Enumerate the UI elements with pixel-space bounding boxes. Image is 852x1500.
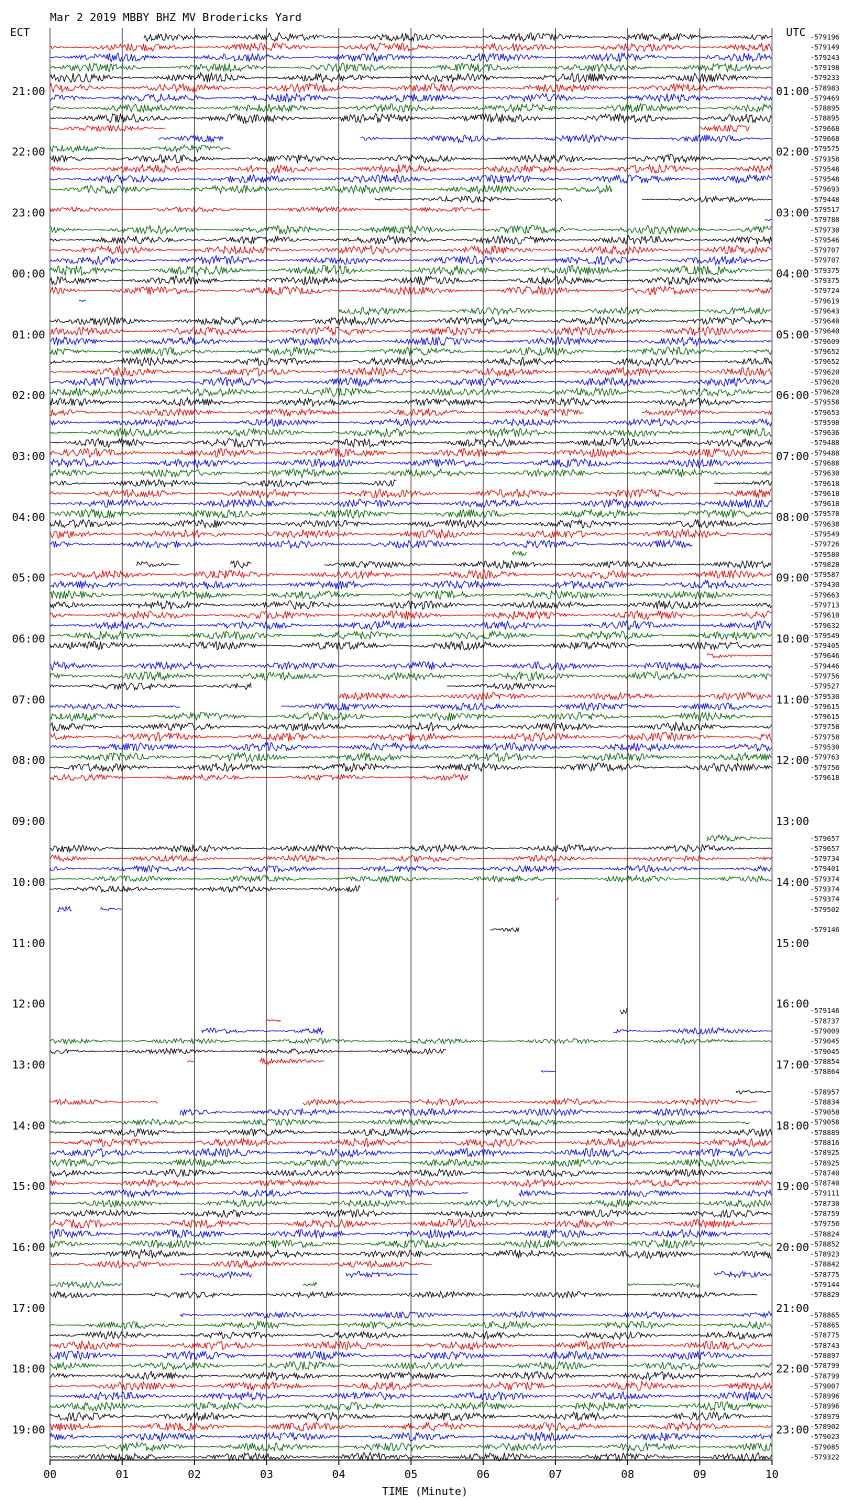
trace-segment <box>50 774 468 781</box>
trace-value-label: -579517 <box>810 206 840 214</box>
trace-value-label: -579734 <box>810 855 840 864</box>
right-hour-label: 02:00 <box>776 145 810 159</box>
trace-value-label: -579558 <box>810 398 840 407</box>
trace-segment <box>259 1058 324 1064</box>
left-hour-label: 11:00 <box>12 936 46 950</box>
right-hour-label: 04:00 <box>776 267 810 281</box>
trace-segment <box>346 1271 418 1277</box>
trace-value-label: -579578 <box>810 510 840 519</box>
trace-value-labels <box>810 34 840 1462</box>
trace-segment <box>180 1272 252 1278</box>
trace-value-label: -578852 <box>810 1240 840 1249</box>
chart-title: Mar 2 2019 MBBY BHZ MV Brodericks Yard <box>50 11 302 24</box>
trace-segment <box>144 33 772 42</box>
trace-value-label: -579620 <box>810 378 840 387</box>
trace-value-label: -578865 <box>810 1321 840 1330</box>
trace-value-label: -579549 <box>810 530 840 539</box>
trace-value-label: -579549 <box>810 631 840 640</box>
trace-value-label: -579707 <box>810 256 840 265</box>
trace-value-label: -579045 <box>810 1037 840 1046</box>
trace-value-label: -579527 <box>810 682 840 691</box>
trace-value-label: -578996 <box>810 1392 840 1401</box>
left-hour-label: 23:00 <box>12 206 46 220</box>
trace-value-label: -579653 <box>810 408 840 417</box>
right-hour-label: 18:00 <box>776 1119 810 1133</box>
x-axis-label: TIME (Minute) <box>381 1485 469 1498</box>
trace-value-label: -579609 <box>810 337 840 346</box>
trace-value-label: -579374 <box>810 875 840 884</box>
trace-segment <box>202 1028 324 1034</box>
trace-value-label: -579828 <box>810 560 840 569</box>
trace-value-label: -579618 <box>810 479 840 488</box>
trace-segment <box>642 196 772 202</box>
trace-value-label: -579668 <box>810 124 840 133</box>
x-tick-label: 09 <box>693 1468 707 1481</box>
trace-value-label: -579707 <box>810 246 840 255</box>
trace-value-label: -579375 <box>810 266 840 275</box>
trace-value-label: -578923 <box>810 1250 840 1259</box>
trace-value-label: -578842 <box>810 1260 840 1269</box>
trace-segment <box>50 126 166 132</box>
trace-segment <box>50 1261 432 1268</box>
left-hour-label: 01:00 <box>12 328 46 342</box>
right-hour-label: 12:00 <box>776 754 810 768</box>
trace-value-label: -578730 <box>810 1199 840 1208</box>
trace-value-label: -579469 <box>810 94 840 103</box>
left-hour-label: 00:00 <box>12 267 46 281</box>
trace-segment <box>303 1099 757 1106</box>
trace-segment <box>700 125 750 131</box>
trace-value-label: -579144 <box>810 1281 840 1289</box>
trace-value-label: -579546 <box>810 236 840 245</box>
left-hour-label: 08:00 <box>12 754 46 768</box>
trace-value-label: -579374 <box>810 885 840 894</box>
left-hour-label: 12:00 <box>12 997 46 1011</box>
trace-segment <box>714 480 771 485</box>
left-hour-label: 16:00 <box>12 1241 46 1255</box>
trace-value-label: -579619 <box>810 297 840 306</box>
trace-segment <box>50 1291 757 1298</box>
trace-value-label: -579730 <box>810 226 840 235</box>
trace-value-label: -579430 <box>810 581 840 590</box>
x-tick-label: 00 <box>43 1468 57 1481</box>
trace-value-label: -579615 <box>810 702 840 711</box>
trace-segment <box>267 1020 281 1022</box>
trace-segment <box>50 480 397 488</box>
trace-value-label: -579587 <box>810 571 840 580</box>
right-hour-label: 06:00 <box>776 389 810 403</box>
x-tick-label: 01 <box>115 1468 129 1481</box>
left-hour-label: 05:00 <box>12 571 46 585</box>
trace-value-label: -579488 <box>810 439 840 448</box>
trace-value-label: -579009 <box>810 1027 840 1036</box>
trace-value-label: -578889 <box>810 1128 840 1137</box>
trace-value-label: -579196 <box>810 33 840 42</box>
trace-value-label: -579643 <box>810 307 840 316</box>
trace-value-label: -578957 <box>810 1088 840 1097</box>
left-hour-label: 19:00 <box>12 1423 46 1437</box>
trace-value-label: -579618 <box>810 500 840 509</box>
right-hour-label: 19:00 <box>776 1180 810 1194</box>
trace-value-label: -578895 <box>810 104 840 113</box>
trace-segment <box>57 907 71 912</box>
trace-value-label: -579615 <box>810 713 840 722</box>
trace-value-label: -579149 <box>810 43 840 52</box>
trace-segment <box>101 908 122 911</box>
trace-segment <box>707 835 772 841</box>
trace-segment <box>642 409 772 415</box>
trace-segment <box>231 561 252 568</box>
trace-value-label: -579646 <box>810 652 840 661</box>
trace-value-label: -579618 <box>810 490 840 498</box>
trace-value-label: -578996 <box>810 1402 840 1411</box>
trace-value-label: -579758 <box>810 723 840 732</box>
trace-value-label: -579548 <box>810 175 840 184</box>
trace-value-label: -579640 <box>810 317 840 326</box>
trace-segment <box>736 1090 771 1093</box>
trace-value-label: -579375 <box>810 277 840 285</box>
trace-segment <box>50 1190 468 1198</box>
left-hour-label: 21:00 <box>12 84 46 98</box>
trace-segment <box>50 540 692 548</box>
x-tick-label: 06 <box>476 1468 490 1481</box>
trace-value-label: -579446 <box>810 662 840 671</box>
trace-segment <box>303 1282 317 1286</box>
trace-value-label: -578743 <box>810 1341 840 1350</box>
trace-segment <box>50 207 490 212</box>
right-hour-label: 09:00 <box>776 571 810 585</box>
trace-value-label: -578834 <box>810 1098 840 1107</box>
trace-value-label: -579618 <box>810 773 840 782</box>
trace-value-label: -578775 <box>810 1331 840 1340</box>
left-hour-label: 14:00 <box>12 1119 46 1133</box>
trace-segment <box>137 562 180 567</box>
trace-value-label: -578829 <box>810 1291 840 1300</box>
trace-value-label: -579007 <box>810 1382 840 1391</box>
right-hour-label: 16:00 <box>776 997 810 1011</box>
trace-value-label: -579488 <box>810 449 840 458</box>
trace-value-label: -579146 <box>810 926 840 935</box>
trace-segment <box>512 551 526 556</box>
trace-segment <box>714 1271 771 1277</box>
trace-value-label: -579146 <box>810 1007 840 1016</box>
trace-value-label: -578865 <box>810 1311 840 1320</box>
trace-value-label: -579530 <box>810 743 840 752</box>
trace-segment <box>490 928 519 932</box>
x-tick-label: 08 <box>620 1468 635 1481</box>
trace-segment <box>339 307 771 315</box>
trace-value-label: -579652 <box>810 348 840 356</box>
trace-segment <box>50 185 612 194</box>
trace-segment <box>613 1028 771 1034</box>
trace-value-label: -579058 <box>810 1108 840 1117</box>
trace-value-label: -579713 <box>810 601 840 610</box>
trace-value-label: -578759 <box>810 1210 840 1218</box>
trace-value-label: -579405 <box>810 642 840 651</box>
trace-segment <box>50 409 584 417</box>
trace-value-label: -579657 <box>810 844 840 853</box>
right-hour-label: 15:00 <box>776 936 810 950</box>
trace-value-label: -578740 <box>810 1169 840 1178</box>
left-hour-label: 06:00 <box>12 632 46 646</box>
trace-value-label: -579756 <box>810 763 840 772</box>
trace-value-label: -578824 <box>810 1230 840 1239</box>
trace-segment <box>361 135 772 143</box>
x-tick-label: 04 <box>332 1468 346 1481</box>
trace-value-label: -579243 <box>810 53 840 62</box>
trace-value-label: -578737 <box>810 1017 840 1026</box>
trace-value-label: -578816 <box>810 1139 840 1147</box>
left-hour-label: 17:00 <box>12 1301 46 1315</box>
trace-segment <box>79 300 86 301</box>
right-hour-label: 14:00 <box>776 875 810 889</box>
left-hour-label: 07:00 <box>12 693 46 707</box>
left-zone-label: ECT <box>10 26 30 39</box>
trace-segment <box>628 1283 700 1287</box>
x-tick-label: 05 <box>404 1468 418 1481</box>
x-tick-label: 03 <box>259 1468 274 1481</box>
trace-segment <box>447 683 555 689</box>
trace-value-label: -579448 <box>810 195 840 204</box>
trace-segment <box>50 1049 446 1055</box>
left-hour-label: 22:00 <box>12 145 46 159</box>
x-axis <box>43 1460 778 1481</box>
trace-segment <box>50 704 180 710</box>
trace-segment <box>707 654 772 658</box>
left-hour-label: 03:00 <box>12 449 46 463</box>
trace-value-label: -579530 <box>810 692 840 701</box>
trace-segment <box>541 1071 555 1073</box>
left-hour-label: 13:00 <box>12 1058 46 1072</box>
trace-value-label: -578854 <box>810 1057 840 1066</box>
trace-value-label: -579502 <box>810 905 840 914</box>
trace-value-label: -579575 <box>810 145 840 154</box>
trace-value-label: -579058 <box>810 1118 840 1127</box>
trace-value-label: -579758 <box>810 733 840 742</box>
trace-segment <box>50 886 360 892</box>
right-hour-label: 07:00 <box>776 449 810 463</box>
x-tick-label: 10 <box>765 1468 779 1481</box>
right-hour-label: 21:00 <box>776 1301 810 1315</box>
trace-value-label: -579636 <box>810 429 840 438</box>
trace-value-label: -579668 <box>810 135 840 143</box>
trace-value-label: -578979 <box>810 1412 840 1421</box>
right-hour-label: 05:00 <box>776 328 810 342</box>
left-hour-label: 09:00 <box>12 815 46 829</box>
trace-value-label: -579724 <box>810 287 840 296</box>
trace-value-label: -579788 <box>810 216 840 225</box>
right-hour-label: 03:00 <box>776 206 810 220</box>
trace-value-label: -579756 <box>810 1220 840 1229</box>
trace-segment <box>187 1061 194 1062</box>
trace-value-label: -579693 <box>810 185 840 194</box>
trace-value-label: -578983 <box>810 84 840 93</box>
trace-value-label: -579630 <box>810 469 840 478</box>
trace-value-label: -579233 <box>810 74 840 83</box>
left-hour-label: 18:00 <box>12 1362 46 1376</box>
right-hour-label: 11:00 <box>776 693 810 707</box>
trace-segment <box>620 1008 627 1014</box>
trace-value-label: -579045 <box>810 1047 840 1056</box>
right-zone-label: UTC <box>786 26 806 39</box>
right-hour-label: 22:00 <box>776 1362 810 1376</box>
trace-value-label: -579763 <box>810 753 840 762</box>
right-hour-label: 10:00 <box>776 632 810 646</box>
right-hour-label: 13:00 <box>776 815 810 829</box>
right-hour-label: 08:00 <box>776 510 810 524</box>
trace-value-label: -579610 <box>810 611 840 620</box>
trace-value-label: -579598 <box>810 419 840 427</box>
trace-value-label: -579401 <box>810 865 840 874</box>
x-tick-label: 02 <box>187 1468 202 1481</box>
trace-value-label: -579198 <box>810 64 840 72</box>
trace-segment <box>555 898 558 899</box>
trace-value-label: -579638 <box>810 520 840 529</box>
trace-value-label: -579548 <box>810 165 840 174</box>
trace-value-label: -579640 <box>810 327 840 336</box>
trace-value-label: -579657 <box>810 834 840 843</box>
trace-segment <box>765 219 772 221</box>
trace-value-label: -579023 <box>810 1433 840 1442</box>
trace-segment <box>50 145 230 152</box>
trace-value-label: -578799 <box>810 1372 840 1381</box>
left-hour-label: 04:00 <box>12 510 46 524</box>
left-hour-label: 02:00 <box>12 389 46 403</box>
right-hour-label: 01:00 <box>776 84 810 98</box>
right-hour-label: 23:00 <box>776 1423 810 1437</box>
right-hour-label: 17:00 <box>776 1058 810 1072</box>
trace-value-label: -579580 <box>810 550 840 559</box>
trace-segment <box>339 692 771 699</box>
trace-segment <box>50 1099 158 1105</box>
trace-value-label: -579620 <box>810 388 840 397</box>
trace-segment <box>50 683 251 690</box>
trace-value-label: -578925 <box>810 1149 840 1158</box>
trace-value-label: -579620 <box>810 368 840 377</box>
left-hour-label: 15:00 <box>12 1180 46 1194</box>
trace-value-label: -579726 <box>810 540 840 549</box>
trace-value-label: -578902 <box>810 1423 840 1431</box>
trace-segment <box>180 1109 772 1116</box>
trace-segment <box>180 1312 772 1318</box>
trace-segment <box>158 135 223 141</box>
trace-value-label: -578740 <box>810 1179 840 1188</box>
trace-value-label: -579652 <box>810 358 840 367</box>
x-tick-label: 07 <box>548 1468 563 1481</box>
trace-value-label: -579756 <box>810 672 840 681</box>
trace-segment <box>519 1190 771 1196</box>
trace-value-label: -578895 <box>810 114 840 123</box>
trace-value-label: -578897 <box>810 1352 840 1360</box>
trace-value-label: -579663 <box>810 591 840 600</box>
right-hour-label: 20:00 <box>776 1241 810 1255</box>
trace-value-label: -579374 <box>810 895 840 904</box>
trace-segment <box>281 703 772 711</box>
trace-segment <box>50 1282 122 1288</box>
left-hour-label: 10:00 <box>12 875 46 889</box>
trace-value-label: -579358 <box>810 155 840 164</box>
trace-segment <box>50 1119 750 1125</box>
trace-value-label: -579085 <box>810 1443 840 1452</box>
trace-value-label: -578925 <box>810 1159 840 1168</box>
trace-value-label: -579688 <box>810 459 840 468</box>
trace-value-label: -579632 <box>810 621 840 630</box>
trace-value-label: -578799 <box>810 1362 840 1371</box>
trace-value-label: -579111 <box>810 1189 840 1198</box>
trace-value-label: -578775 <box>810 1270 840 1279</box>
trace-segment <box>324 561 771 569</box>
trace-segment <box>375 196 562 203</box>
trace-value-label: -578864 <box>810 1068 840 1076</box>
trace-value-label: -579322 <box>810 1453 840 1462</box>
